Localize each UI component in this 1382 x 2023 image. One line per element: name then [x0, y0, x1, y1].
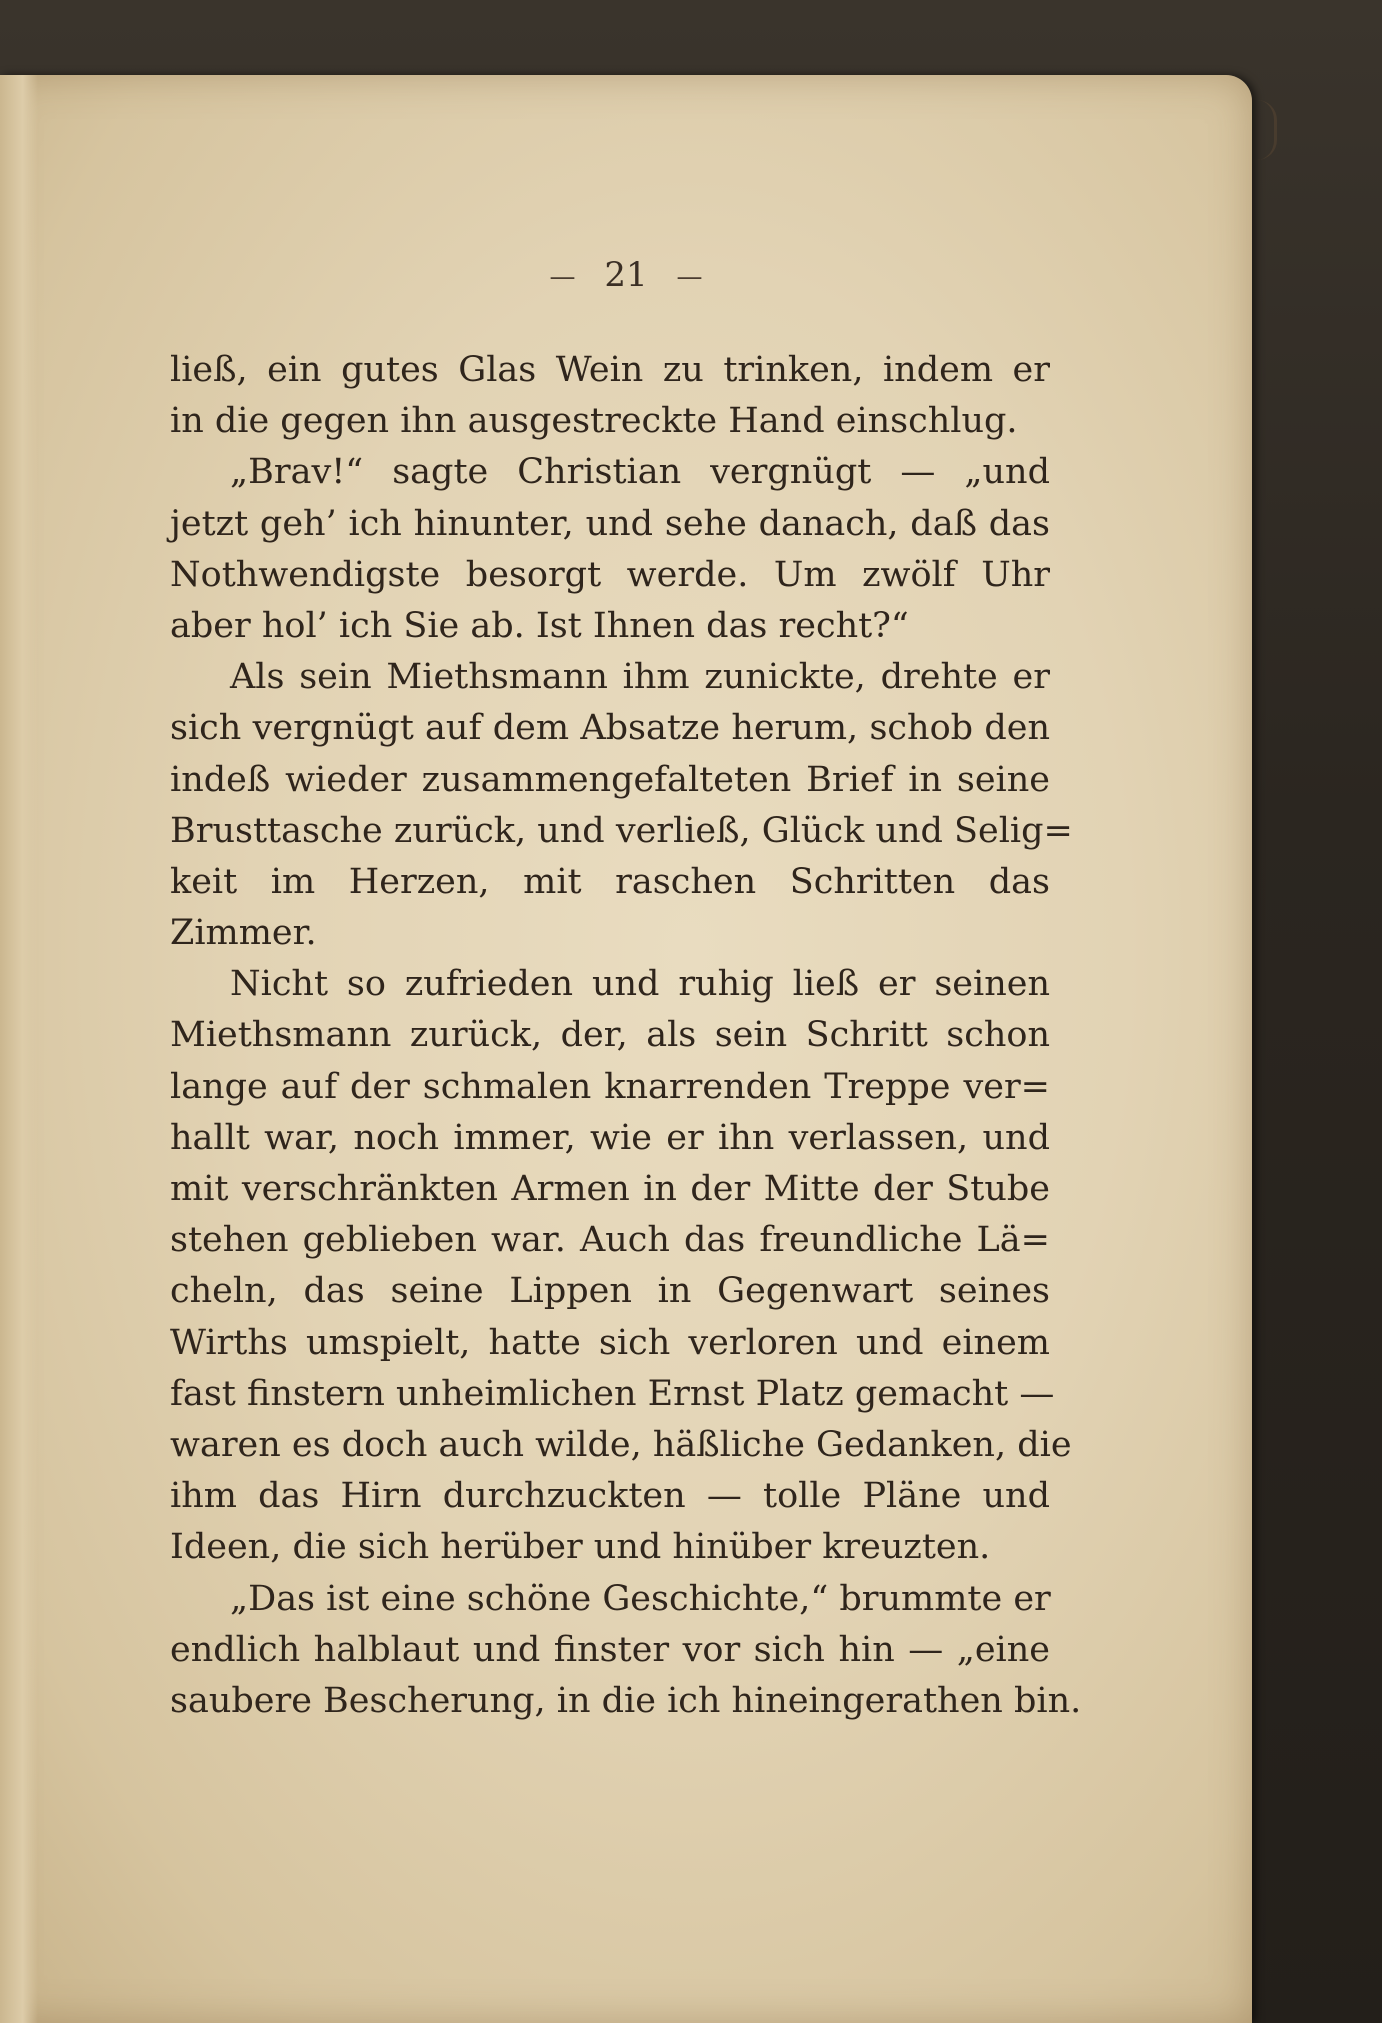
text-line: waren es doch auch wilde, häßliche Gedanken, die — [170, 1424, 1072, 1465]
text-line: Brusttasche zurück, und verließ, Glück und Selig= — [170, 810, 1073, 851]
text-line: Miethsmann zurück, der, als sein Schritt schon — [170, 1015, 1050, 1056]
text-line: Nicht so zufrieden und ruhig ließ er seinen — [230, 964, 1050, 1005]
text-line: ließ, ein gutes Glas Wein zu trinken, indem er — [170, 350, 1050, 390]
text-line: Als sein Miethsmann ihm zunickte, drehte er — [230, 657, 1050, 698]
text-line: endlich halblaut und finster vor sich hin — „eine — [170, 1629, 1050, 1670]
text-line: fast finstern unheimlichen Ernst Platz gemacht — — [170, 1373, 1055, 1414]
page-number: 21 — [604, 255, 648, 295]
text-line: aber hol’ ich Sie ab. Ist Ihnen das recht?“ — [170, 605, 909, 646]
text-line: Nothwendigste besorgt werde. Um zwölf Uhr — [170, 554, 1050, 595]
header-ornament-right: — — [676, 262, 703, 292]
text-line: ihm das Hirn durchzuckten — tolle Pläne und — [170, 1476, 1050, 1517]
text-line: keit im Herzen, mit raschen Schritten das — [170, 861, 1050, 902]
text-line: mit verschränkten Armen in der Mitte der Stube — [170, 1169, 1050, 1209]
text-line: Zimmer. — [170, 913, 317, 954]
page-header — [0, 255, 1252, 295]
text-line: „Brav!“ sagte Christian vergnügt — „und — [230, 452, 1050, 493]
text-line: Ideen, die sich herüber und hinüber kreuzten. — [170, 1527, 991, 1568]
body-text — [170, 345, 1082, 1727]
text-line: cheln, das seine Lippen in Gegenwart seines — [170, 1271, 1050, 1312]
page-gutter — [0, 75, 38, 2023]
text-line: hallt war, noch immer, wie er ihn verlassen, und — [170, 1117, 1050, 1158]
text-line: saubere Bescherung, in die ich hineingerathen bin. — [170, 1680, 1082, 1721]
text-line: lange auf der schmalen knarrenden Treppe ver= — [170, 1066, 1050, 1107]
page-edge-mark — [1252, 100, 1277, 160]
text-line: indeß wieder zusammengefalteten Brief in seine — [170, 759, 1050, 800]
text-line: sich vergnügt auf dem Absatze herum, schob den — [170, 708, 1050, 749]
header-ornament-left: — — [549, 262, 576, 292]
text-line: in die gegen ihn ausgestreckte Hand einschlug. — [170, 401, 1018, 442]
text-line: Wirths umspielt, hatte sich verloren und einem — [170, 1322, 1050, 1363]
text-line: stehen geblieben war. Auch das freundliche Lä= — [170, 1220, 1050, 1261]
text-line: jetzt geh’ ich hinunter, und sehe danach, daß das — [170, 503, 1050, 544]
text-line: „Das ist eine schöne Geschichte,“ brummte er — [230, 1578, 1051, 1619]
